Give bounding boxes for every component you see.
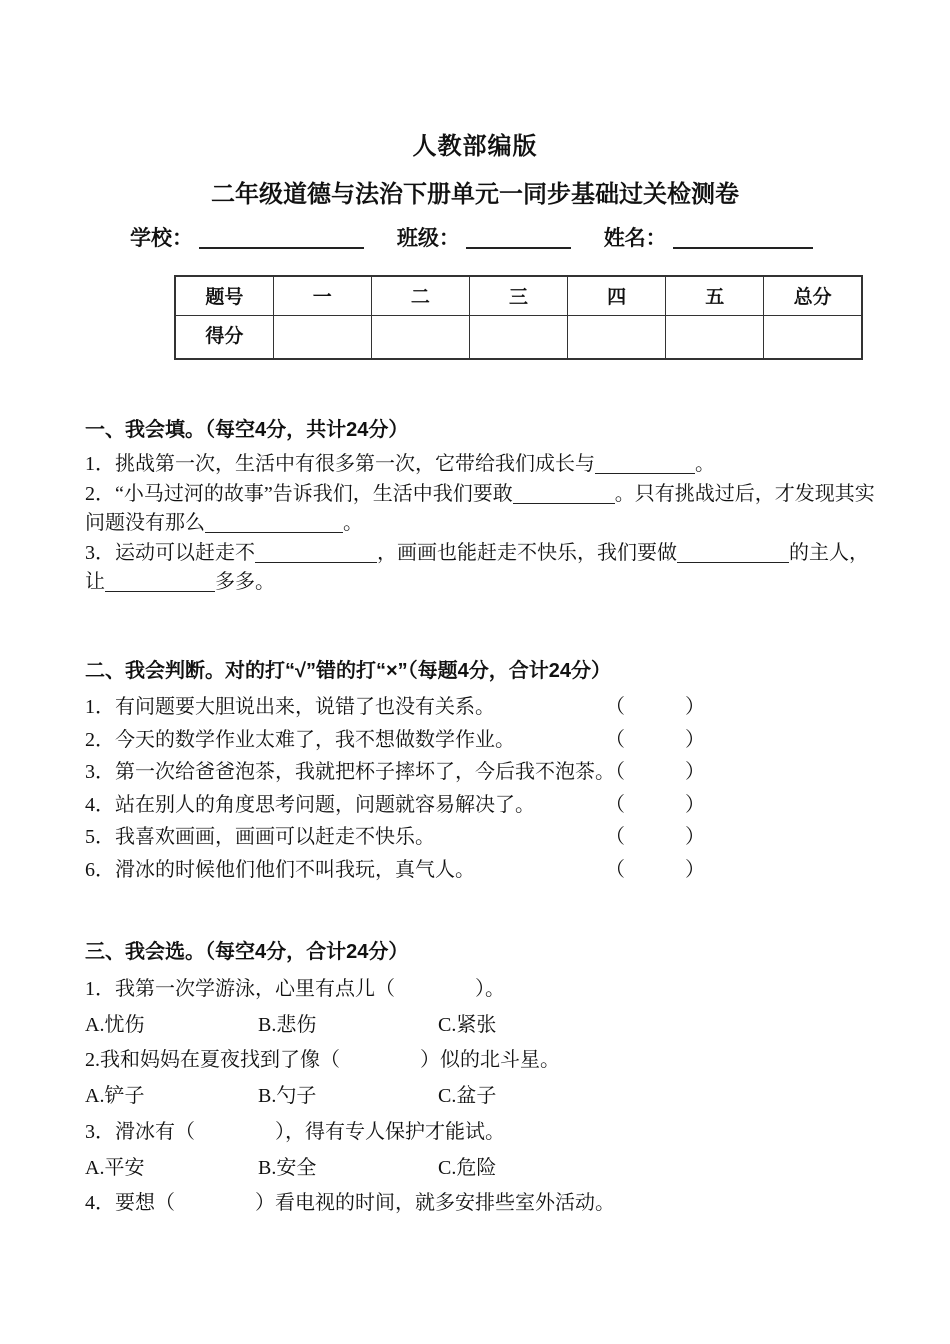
score-header-cell: 一	[273, 276, 371, 316]
section-body	[85, 691, 880, 886]
choice-option[interactable]: C.危险	[438, 1156, 497, 1179]
choice-option[interactable]: C.盆子	[438, 1085, 497, 1108]
choice-question: 1．我第一次学游泳，心里有点儿（ ）。	[85, 978, 505, 1000]
judge-item	[85, 821, 880, 854]
judge-item	[85, 789, 880, 822]
score-header-cell: 二	[371, 276, 469, 316]
score-input-cell[interactable]	[273, 316, 371, 360]
judge-item	[85, 854, 880, 887]
section-fill-in	[85, 417, 880, 598]
score-input-cell[interactable]	[666, 316, 764, 360]
fill-line	[85, 480, 880, 510]
judge-answer-brackets[interactable]: （ ）	[605, 761, 705, 783]
answer-blank[interactable]	[205, 516, 343, 533]
score-input-cell[interactable]	[469, 316, 567, 360]
choice-option[interactable]: A.铲子	[85, 1085, 145, 1108]
name-blank[interactable]	[673, 231, 813, 249]
class-field	[397, 227, 571, 250]
name-label: 姓名：	[603, 227, 667, 250]
fill-text: ，画画也能赶走不快乐，我们要做	[377, 541, 677, 564]
judge-answer-brackets[interactable]: （ ）	[605, 826, 705, 848]
score-header-cell: 题号	[175, 276, 273, 316]
school-field	[130, 227, 364, 250]
fill-text: 1．挑战第一次，生活中有很多第一次，它带给我们成长与	[85, 453, 595, 475]
fill-text: 问题没有那么	[85, 512, 205, 534]
judge-item	[85, 691, 880, 724]
score-input-cell[interactable]	[371, 316, 469, 360]
score-table-score-row	[175, 316, 862, 360]
publisher-title: 人教部编版	[412, 133, 538, 160]
judge-text: 4．站在别人的角度思考问题，问题就容易解决了。	[85, 793, 535, 816]
score-row-label: 得分	[175, 316, 273, 360]
name-field	[604, 227, 813, 250]
score-table	[174, 275, 863, 360]
fill-text: 让	[85, 571, 105, 593]
class-label: 班级：	[396, 227, 460, 250]
fill-line	[85, 539, 880, 569]
choice-options-row	[85, 1079, 880, 1115]
section-heading: 一、我会填。（每空4分，共计24分）	[85, 419, 409, 441]
choice-options-row	[85, 1151, 880, 1187]
fill-text: 2．“小马过河的故事”告诉我们，生活中我们要敢	[85, 482, 513, 505]
judge-answer-brackets[interactable]: （ ）	[605, 728, 705, 751]
judge-text: 2．今天的数学作业太难了，我不想做数学作业。	[85, 728, 515, 751]
answer-blank[interactable]	[105, 575, 215, 592]
fill-text: 。只有挑战过后，才发现其实	[614, 482, 875, 505]
section-body	[85, 450, 880, 598]
fill-text: 多多。	[215, 571, 275, 593]
choice-option[interactable]: C.紧张	[438, 1013, 497, 1036]
choice-option[interactable]: B.勺子	[258, 1085, 317, 1108]
score-header-cell: 四	[568, 276, 666, 316]
choice-options-row	[85, 1008, 880, 1044]
score-header-cell: 三	[469, 276, 567, 316]
section-choice	[85, 939, 880, 1222]
judge-text: 1．有问题要大胆说出来，说错了也没有关系。	[85, 696, 495, 718]
choice-option[interactable]: A.平安	[85, 1156, 145, 1179]
school-blank[interactable]	[199, 231, 364, 249]
judge-item	[85, 724, 880, 757]
fill-text: 。	[695, 453, 715, 475]
answer-blank[interactable]	[255, 546, 377, 563]
student-info-line	[130, 226, 840, 252]
judge-answer-brackets[interactable]: （ ）	[605, 696, 705, 718]
section-judge	[85, 658, 880, 886]
judge-text: 6．滑冰的时候他们他们不叫我玩，真气人。	[85, 858, 475, 881]
class-blank[interactable]	[466, 231, 571, 249]
section-heading: 二、我会判断。对的打“√”错的打“×”（每题4分，合计24分）	[85, 660, 612, 682]
answer-blank[interactable]	[513, 487, 615, 504]
answer-blank[interactable]	[595, 457, 695, 474]
section-body	[85, 972, 880, 1222]
score-header-cell: 五	[666, 276, 764, 316]
fill-line	[85, 509, 880, 539]
score-input-cell[interactable]	[764, 316, 862, 360]
judge-item	[85, 756, 880, 789]
judge-text: 5．我喜欢画画，画画可以赶走不快乐。	[85, 826, 435, 848]
judge-text: 3．第一次给爸爸泡茶，我就把杯子摔坏了，今后我不泡茶。	[85, 761, 615, 783]
fill-line	[85, 450, 880, 480]
section-heading: 三、我会选。（每空4分，合计24分）	[85, 941, 409, 963]
choice-question: 3．滑冰有（ ），得有专人保护才能试。	[85, 1120, 505, 1143]
choice-question: 4．要想（ ）看电视的时间，就多安排些室外活动。	[85, 1192, 615, 1215]
choice-option[interactable]: B.悲伤	[258, 1013, 317, 1036]
judge-answer-brackets[interactable]: （ ）	[605, 858, 705, 881]
choice-option[interactable]: A.忧伤	[85, 1013, 145, 1036]
choice-question: 2.我和妈妈在夏夜找到了像（ ）似的北斗星。	[85, 1049, 560, 1072]
fill-text: 。	[343, 512, 363, 534]
answer-blank[interactable]	[677, 546, 789, 563]
score-table-header-row	[175, 276, 862, 316]
score-input-cell[interactable]	[568, 316, 666, 360]
fill-text: 的主人，	[789, 541, 869, 564]
score-header-cell: 总分	[764, 276, 862, 316]
judge-answer-brackets[interactable]: （ ）	[605, 793, 705, 816]
fill-text: 3．运动可以赶走不	[85, 541, 255, 564]
school-label: 学校：	[130, 227, 193, 250]
page-title: 二年级道德与法治下册单元一同步基础过关检测卷	[211, 181, 739, 208]
choice-option[interactable]: B.安全	[258, 1156, 317, 1179]
fill-line	[85, 568, 880, 598]
